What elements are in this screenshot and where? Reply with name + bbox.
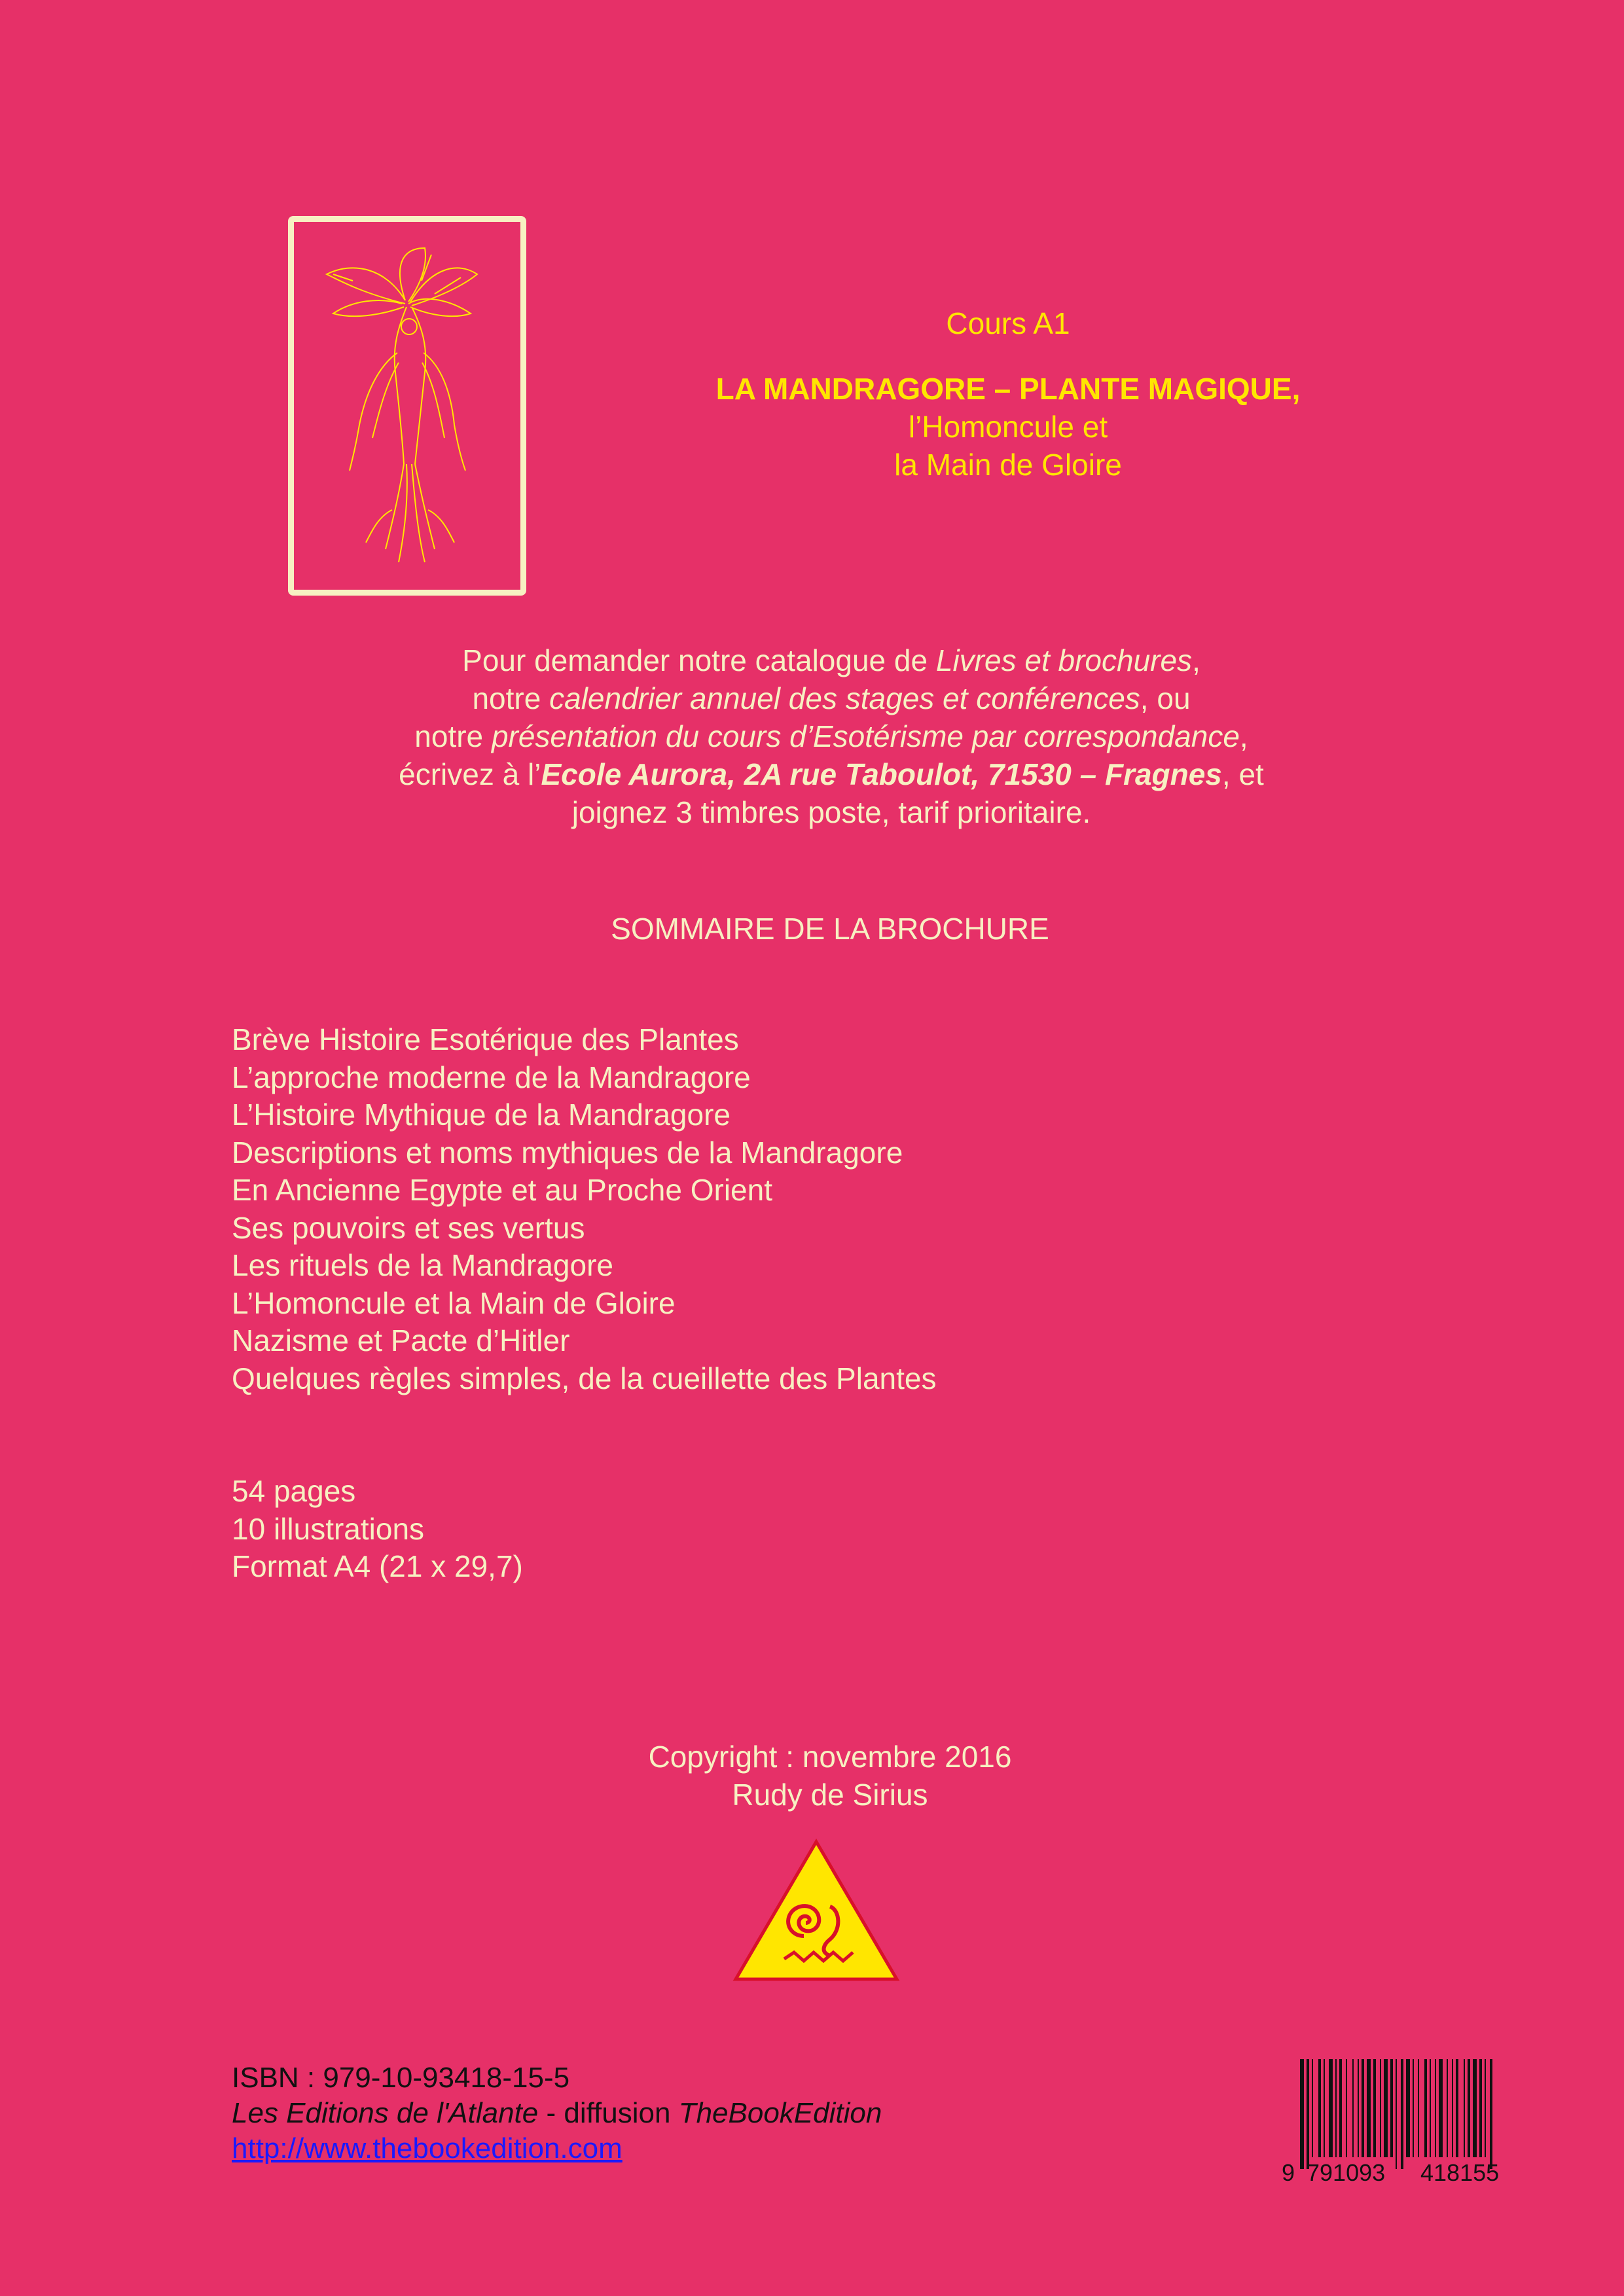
- text: , et: [1221, 757, 1264, 791]
- isbn: ISBN : 979-10-93418-15-5: [232, 2062, 570, 2094]
- summary-item: Ses pouvoirs et ses vertus: [232, 1210, 585, 1245]
- summary-item: L’Histoire Mythique de la Mandragore: [232, 1098, 731, 1132]
- catalog-line-2: [236, 679, 1427, 717]
- ean-barcode-icon: [1276, 2056, 1538, 2186]
- barcode-digit-1: 9: [1282, 2159, 1295, 2186]
- publisher-name: Les Editions de l'Atlante: [232, 2097, 539, 2129]
- text-italic: présentation du cours d’Esotérisme par correspondance: [491, 719, 1240, 753]
- text: notre: [414, 719, 492, 753]
- summary-item: Brève Histoire Esotérique des Plantes: [232, 1022, 739, 1056]
- title-block: [628, 304, 1388, 484]
- text: - diffusion: [538, 2097, 679, 2129]
- catalog-line-3: [236, 717, 1427, 755]
- main-title: LA MANDRAGORE – PLANTE MAGIQUE,: [715, 372, 1301, 406]
- text-italic: calendrier annuel des stages et conférences: [549, 681, 1140, 715]
- text: écrivez à l’: [399, 757, 541, 791]
- text: Pour demander notre catalogue de: [462, 643, 936, 677]
- summary-item: L’Homoncule et la Main de Gloire: [232, 1285, 676, 1320]
- publisher-website-link[interactable]: http://www.thebookedition.com: [232, 2132, 623, 2164]
- copyright-date: Copyright : novembre 2016: [648, 1740, 1012, 1774]
- summary-item: Quelques règles simples, de la cueillette des Plantes: [232, 1361, 937, 1395]
- text: ,: [1239, 719, 1248, 753]
- summary-item: L’approche moderne de la Mandragore: [232, 1060, 751, 1094]
- catalog-line-5: joignez 3 timbres poste, tarif prioritaire.: [571, 795, 1091, 829]
- copyright-block: [0, 1738, 1624, 1814]
- mandrake-illustration-frame: [288, 216, 526, 596]
- distributor-name: TheBookEdition: [678, 2097, 882, 2129]
- summary-item: Les rituels de la Mandragore: [232, 1248, 613, 1282]
- subtitle-line-2: la Main de Gloire: [894, 448, 1122, 482]
- triangle-spiral-logo-icon: [732, 1838, 901, 1983]
- illustration-count: 10 illustrations: [232, 1511, 425, 1546]
- summary-list: [232, 1021, 1344, 1397]
- course-code: Cours A1: [946, 306, 1070, 340]
- summary-item: Nazisme et Pacte d’Hitler: [232, 1323, 570, 1357]
- catalog-line-4: [236, 755, 1427, 793]
- catalog-line-1: [236, 641, 1427, 679]
- text: ,: [1192, 643, 1200, 677]
- summary-item: En Ancienne Egypte et au Proche Orient: [232, 1173, 772, 1207]
- mandrake-root-icon: [294, 222, 520, 590]
- format: Format A4 (21 x 29,7): [232, 1549, 523, 1583]
- catalog-request-paragraph: [236, 641, 1427, 831]
- page-count: 54 pages: [232, 1474, 356, 1508]
- text: , ou: [1140, 681, 1191, 715]
- author: Rudy de Sirius: [732, 1778, 928, 1812]
- summary-item: Descriptions et noms mythiques de la Mandragore: [232, 1135, 903, 1170]
- summary-heading: SOMMAIRE DE LA BROCHURE: [611, 912, 1049, 946]
- barcode-digits-right: 418155: [1420, 2159, 1500, 2186]
- school-address: Ecole Aurora, 2A rue Taboulot, 71530 – Fragnes: [541, 757, 1222, 791]
- brochure-specs: [232, 1473, 886, 1586]
- subtitle-line-1: l’Homoncule et: [908, 410, 1108, 444]
- text: notre: [472, 681, 550, 715]
- text-italic: Livres et brochures: [935, 643, 1193, 677]
- barcode-digits-left: 791093: [1307, 2159, 1386, 2186]
- publisher-info: [232, 2060, 1083, 2166]
- publisher-line: [232, 2096, 1083, 2131]
